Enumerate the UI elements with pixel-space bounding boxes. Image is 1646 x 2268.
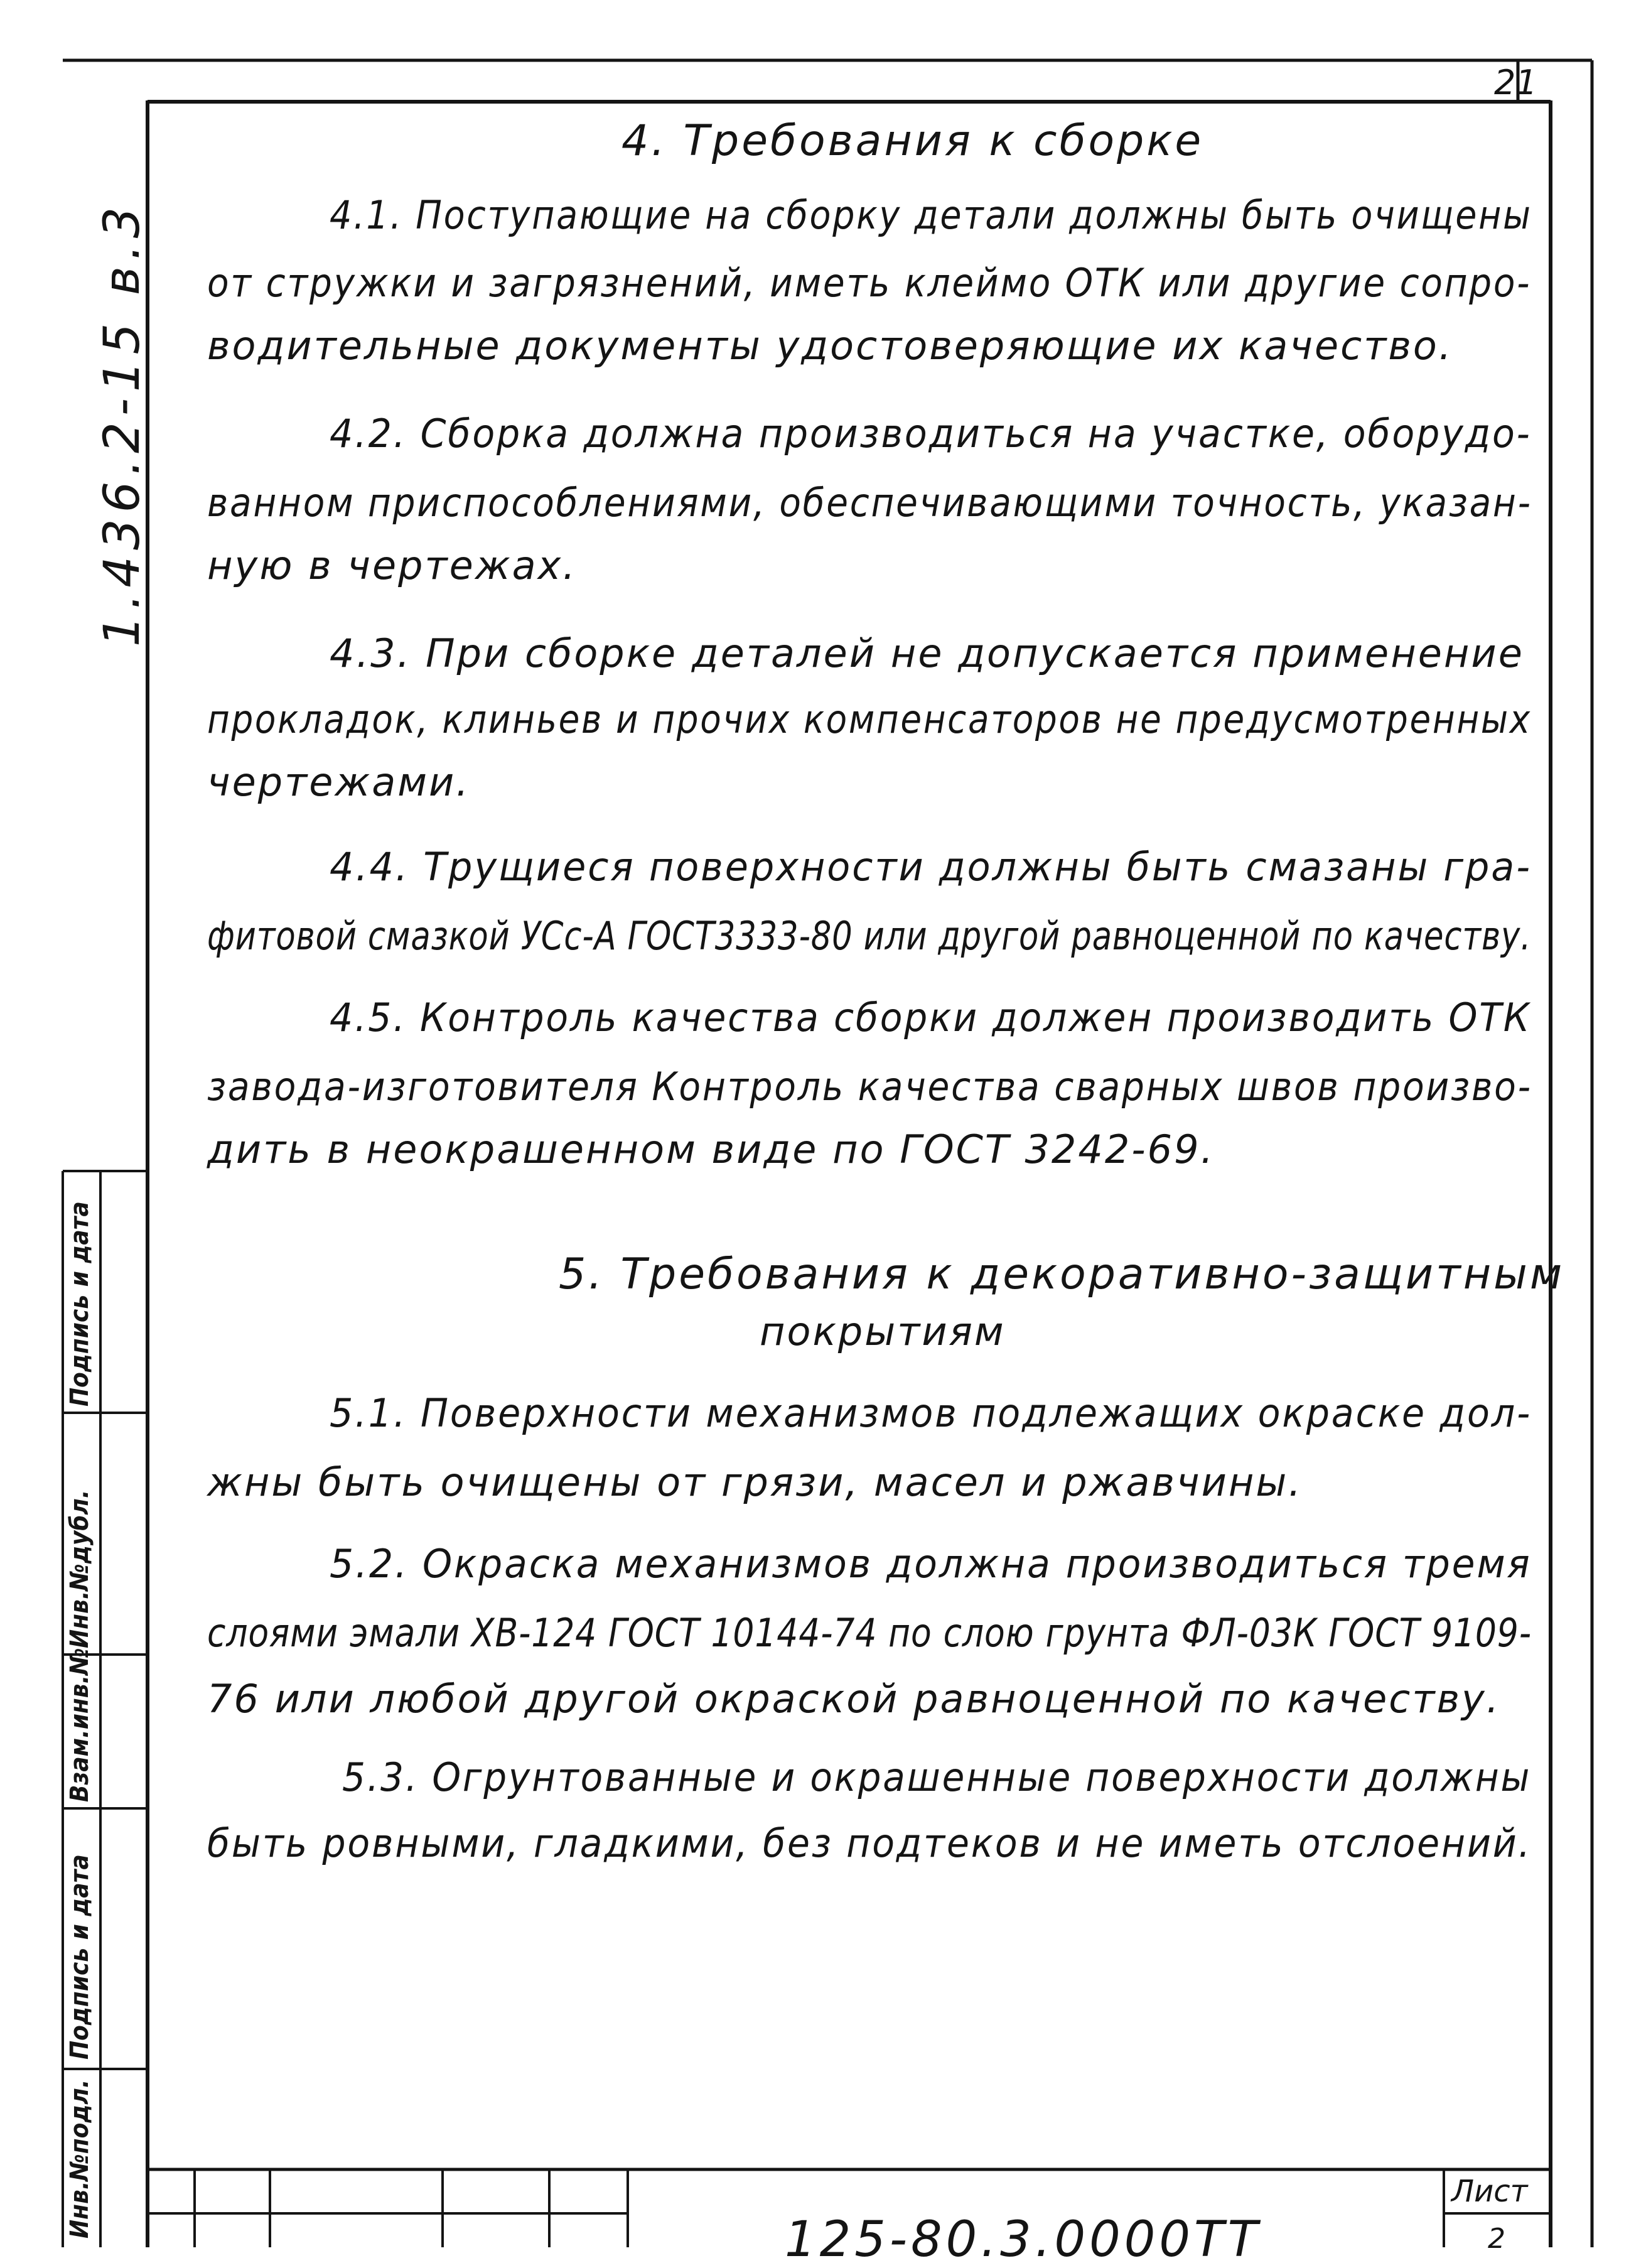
- stamp-inv-duplicate: Инв.№дубл.: [65, 1489, 94, 1648]
- page-number: 21: [1494, 63, 1537, 102]
- para-4-2-line-1: 4.2. Сборка должна производиться на участке, оборудо-: [330, 411, 1532, 456]
- stamp-replacement-inv: Взам.инв.№: [65, 1648, 94, 1802]
- para-4-1-line-1: 4.1. Поступающие на сборку детали должны быть очищены: [330, 192, 1532, 238]
- stamp-inv-original: Инв.№подл.: [65, 2079, 94, 2238]
- para-5-2-line-2: слоями эмали ХВ-124 ГОСТ 10144-74 по слою грунта ФЛ-03К ГОСТ 9109-: [207, 1610, 1532, 1656]
- para-5-3-line-2: быть ровными, гладкими, без подтеков и не иметь отслоений.: [207, 1820, 1532, 1866]
- para-4-5-line-2: завода-изготовителя Контроль качества сварных швов произво-: [207, 1064, 1532, 1110]
- para-4-1-line-3: водительные документы удостоверяющие их качество.: [207, 323, 1453, 369]
- para-4-5-line-3: дить в неокрашенном виде по ГОСТ 3242-69.: [207, 1126, 1215, 1172]
- para-4-3-line-2: прокладок, клиньев и прочих компенсаторов не предусмотренных: [207, 696, 1532, 742]
- para-4-4-line-2: фитовой смазкой УСс-А ГОСТ3333-80 или другой равноценной по качеству.: [207, 913, 1532, 959]
- para-5-1-line-1: 5.1. Поверхности механизмов подлежащих окраске дол-: [330, 1390, 1532, 1436]
- para-5-1-line-2: жны быть очищены от грязи, масел и ржавчины.: [207, 1459, 1303, 1505]
- para-5-3-line-1: 5.3. Огрунтованные и окрашенные поверхности должны: [342, 1754, 1532, 1800]
- section-5-heading: 5. Требования к декоративно-защитным: [559, 1250, 1565, 1299]
- sheet-number: 2: [1488, 2223, 1505, 2255]
- para-4-3-line-3: чертежами.: [207, 759, 471, 805]
- para-4-2-line-3: ную в чертежах.: [207, 543, 578, 588]
- stamp-signature-date-2: Подпись и дата: [65, 1201, 94, 1407]
- sheet-label: Лист: [1451, 2174, 1528, 2209]
- para-4-3-line-1: 4.3. При сборке деталей не допускается применение: [330, 630, 1524, 676]
- para-5-2-line-3: 76 или любой другой окраской равноценной по качеству.: [207, 1676, 1501, 1722]
- para-4-2-line-2: ванном приспособлениями, обеспечивающими точность, указан-: [207, 480, 1532, 526]
- stamp-signature-date: Подпись и дата: [65, 1854, 94, 2060]
- para-4-1-line-2: от стружки и загрязнений, иметь клеймо ОТК или другие сопро-: [207, 260, 1532, 306]
- document-designation: 125-80.3.0000ТТ: [785, 2211, 1262, 2268]
- para-5-2-line-1: 5.2. Окраска механизмов должна производиться тремя: [330, 1541, 1532, 1587]
- section-5-heading-line-2: покрытиям: [760, 1309, 1006, 1354]
- side-document-code: 1.436.2-15 в.3: [94, 200, 151, 647]
- para-4-4-line-1: 4.4. Трущиеся поверхности должны быть смазаны гра-: [330, 844, 1532, 890]
- para-4-5-line-1: 4.5. Контроль качества сборки должен производить ОТК: [330, 995, 1531, 1040]
- section-4-heading: 4. Требования к сборке: [621, 116, 1204, 166]
